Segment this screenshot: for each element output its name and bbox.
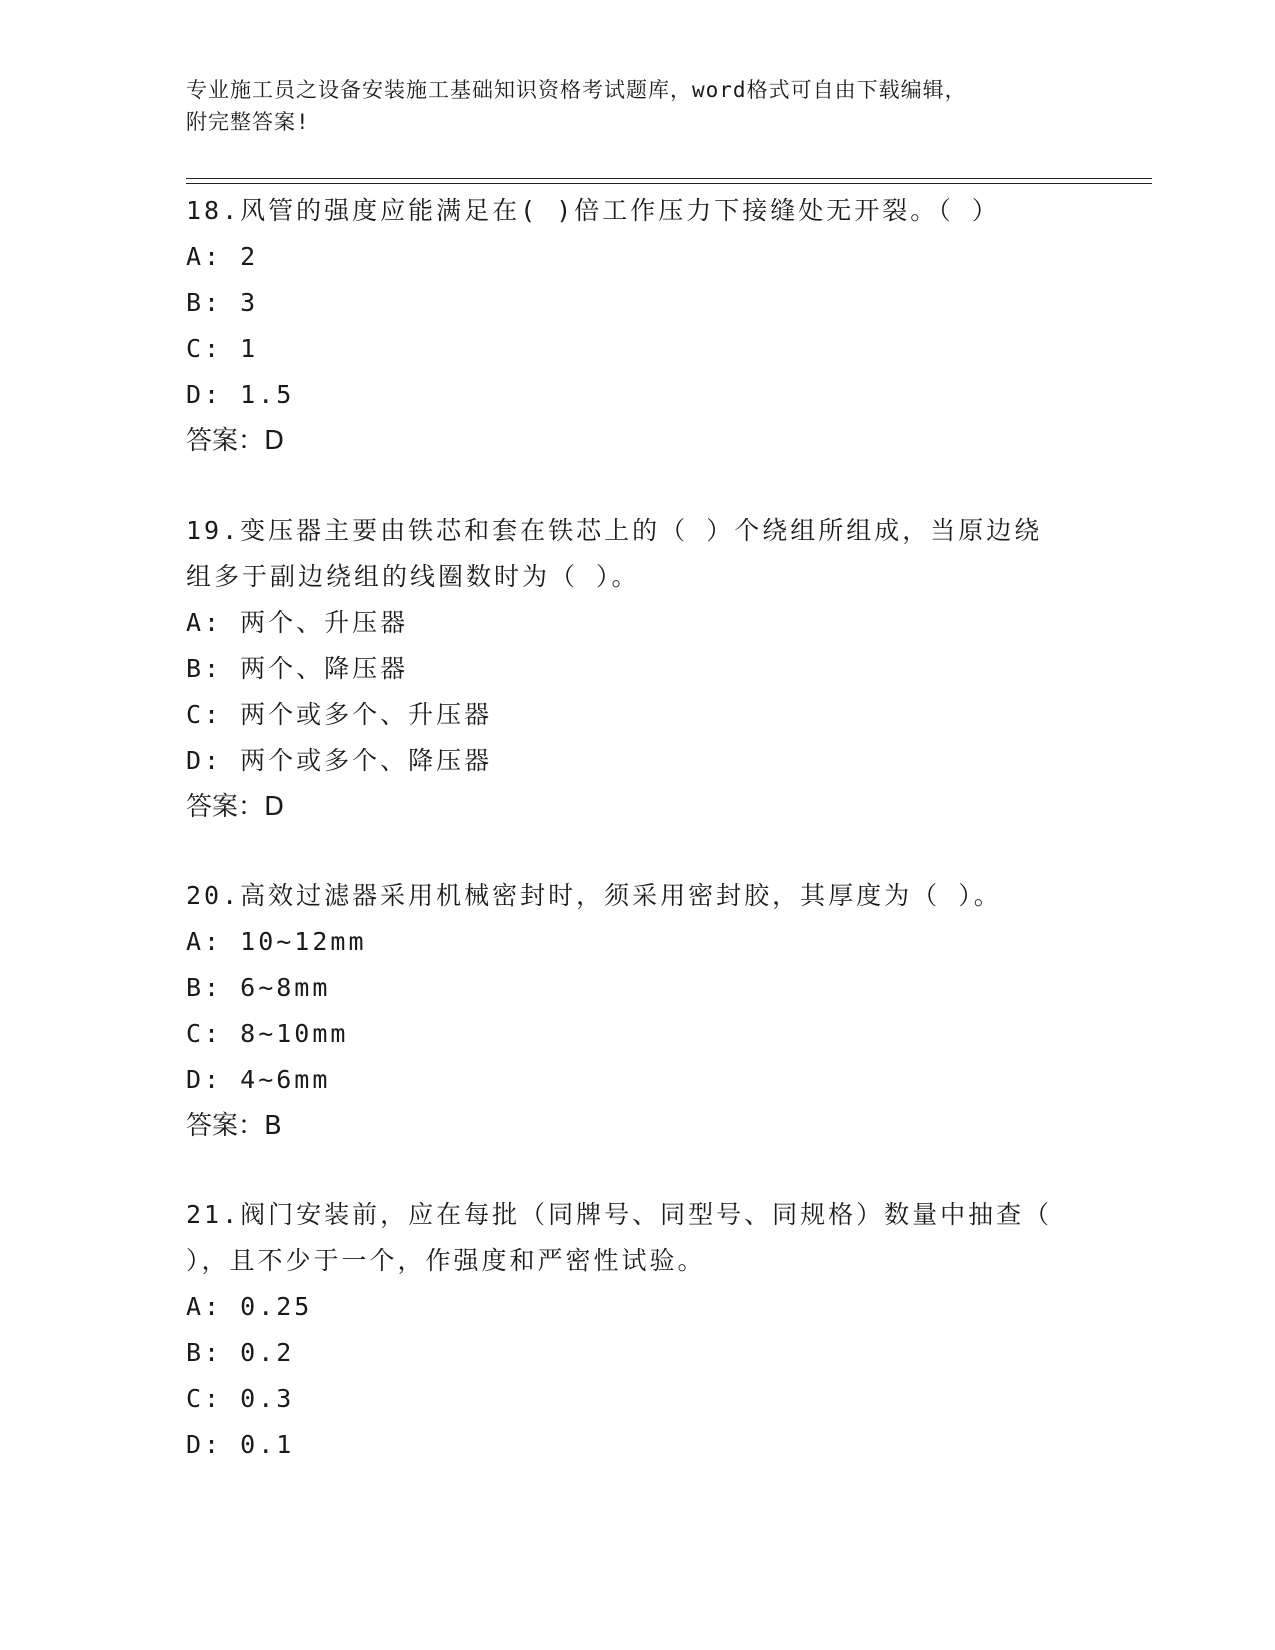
question-stem: 20.高效过滤器采用机械密封时，须采用密封胶，其厚度为（ ）。 (186, 881, 1002, 910)
option-c: C: 0.3 (186, 1384, 295, 1413)
question-stem-continued: ），且不少于一个，作强度和严密性试验。 (186, 1246, 706, 1275)
answer: 答案：B (186, 1111, 282, 1141)
question-18 (186, 188, 1086, 464)
answer: 答案：D (186, 792, 285, 822)
option-d: D: 0.1 (186, 1430, 295, 1459)
option-c: C: 两个或多个、升压器 (186, 700, 493, 729)
option-b: B: 0.2 (186, 1338, 295, 1367)
question-20 (186, 873, 1086, 1149)
option-a: A: 两个、升压器 (186, 608, 409, 637)
header-line-1: 专业施工员之设备安装施工基础知识资格考试题库，word格式可自由下载编辑， (186, 78, 967, 102)
question-stem-continued: 组多于副边绕组的线圈数时为（ ）。 (186, 562, 640, 591)
question-stem: 19.变压器主要由铁芯和套在铁芯上的（ ）个绕组所组成，当原边绕 (186, 516, 1043, 545)
option-b: B: 3 (186, 288, 259, 317)
header-rule-top (186, 178, 1152, 179)
question-19 (186, 508, 1086, 830)
header-line-2: 附完整答案! (186, 110, 310, 134)
option-c: C: 1 (186, 334, 259, 363)
option-d: D: 两个或多个、降压器 (186, 746, 493, 775)
question-stem: 18.风管的强度应能满足在( )倍工作压力下接缝处无开裂。（ ） (186, 196, 1000, 225)
header-rule-bottom (186, 183, 1152, 184)
option-a: A: 2 (186, 242, 259, 271)
option-b: B: 两个、降压器 (186, 654, 409, 683)
option-c: C: 8~10mm (186, 1019, 349, 1048)
answer: 答案：D (186, 426, 285, 456)
question-21 (186, 1192, 1086, 1468)
option-b: B: 6~8mm (186, 973, 331, 1002)
document-header (186, 74, 1086, 138)
option-d: D: 4~6mm (186, 1065, 331, 1094)
question-stem: 21.阀门安装前，应在每批（同牌号、同型号、同规格）数量中抽查（ (186, 1200, 1053, 1229)
option-d: D: 1.5 (186, 380, 295, 409)
option-a: A: 10~12mm (186, 927, 367, 956)
option-a: A: 0.25 (186, 1292, 313, 1321)
